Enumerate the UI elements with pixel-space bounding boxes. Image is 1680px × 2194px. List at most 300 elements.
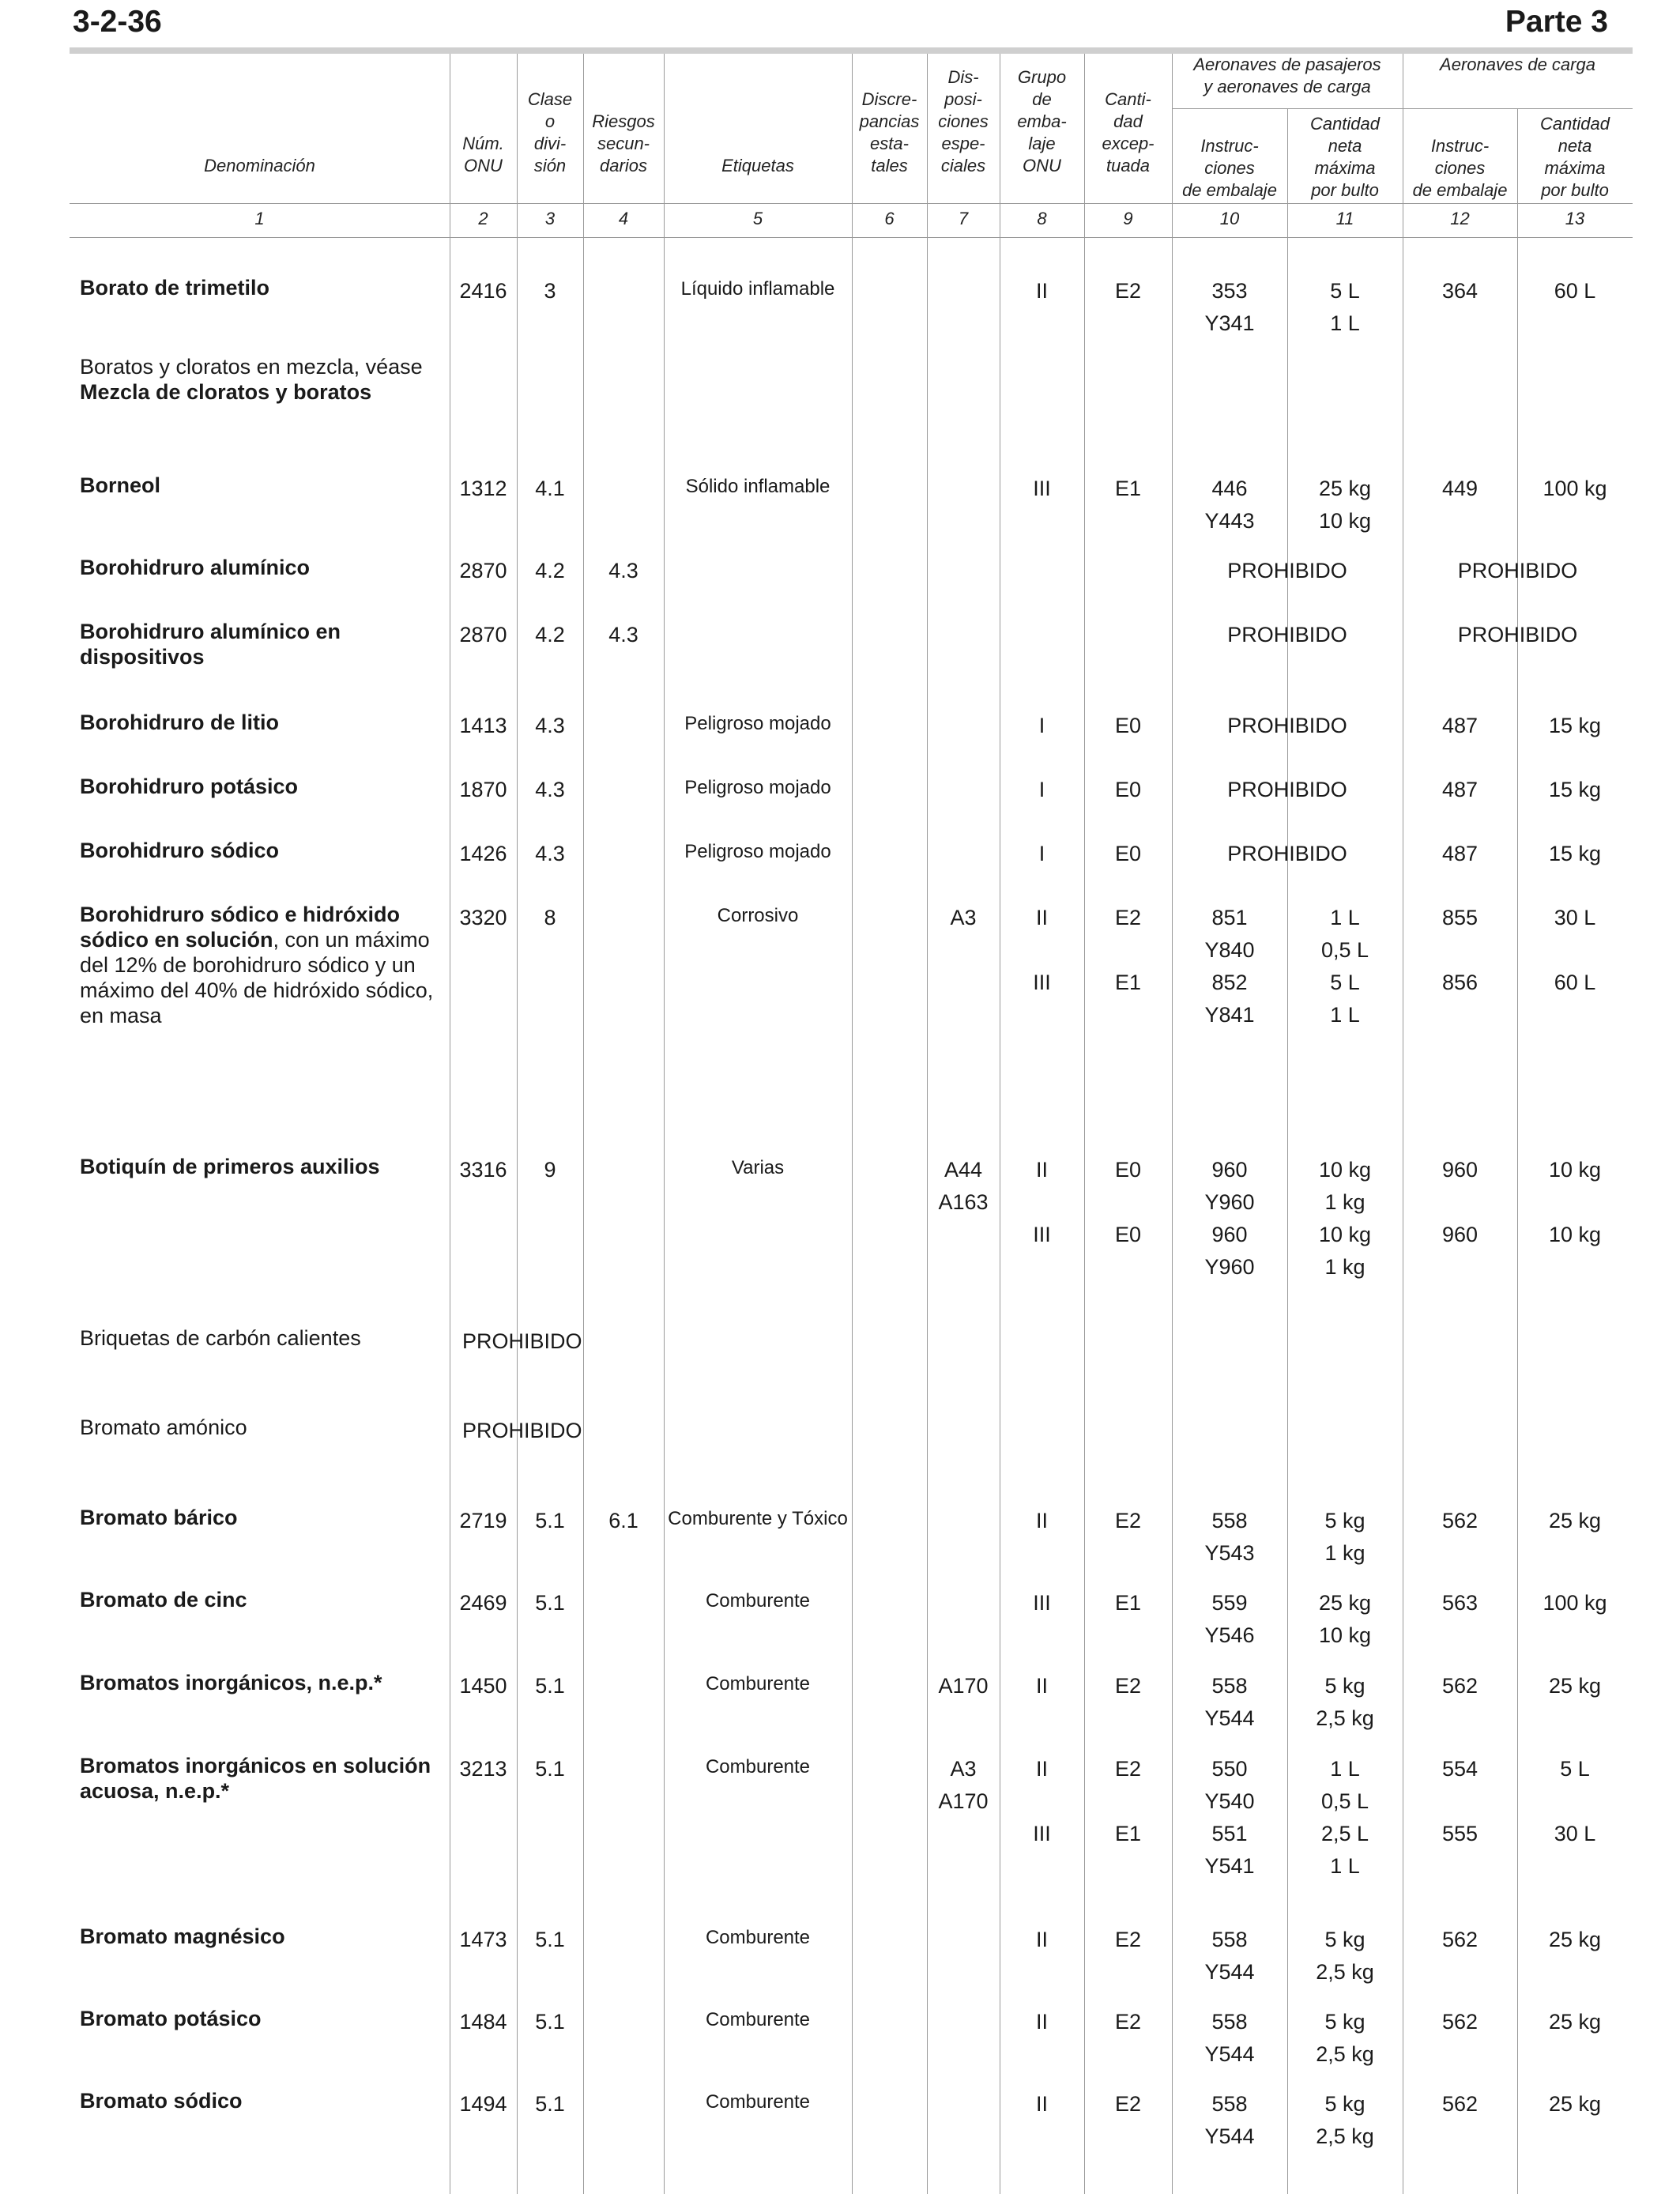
passenger-packing-instruction: 550	[1211, 1757, 1248, 1781]
column-divider	[583, 54, 584, 2194]
header-cantidad-pasajeros	[1287, 114, 1403, 202]
header-grupo-line: ONU	[1023, 156, 1061, 175]
aircraft-group-rule	[1172, 108, 1633, 109]
excepted-quantity: E2	[1114, 906, 1142, 929]
prohibited-text: PROHIBIDO	[462, 1329, 582, 1353]
class-division: 4.3	[535, 778, 565, 801]
hazard-label: Comburente	[705, 1590, 811, 1612]
packing-group: II	[1035, 906, 1048, 929]
packing-group: III	[1033, 1822, 1051, 1845]
passenger-max-net-quantity: 1 kg	[1324, 1255, 1365, 1279]
header-disposiciones-line: espe-	[941, 134, 985, 153]
header-instrucciones-pasajeros-line: Instruc-	[1200, 136, 1259, 156]
packing-group: II	[1035, 1757, 1048, 1781]
header-grupo-line: laje	[1028, 134, 1056, 153]
cargo-prohibited: PROHIBIDO	[1457, 559, 1578, 582]
passenger-max-net-quantity: 5 kg	[1324, 2010, 1365, 2034]
un-number: 2870	[459, 623, 507, 647]
substance-name	[80, 555, 443, 580]
passenger-prohibited: PROHIBIDO	[1227, 714, 1347, 737]
excepted-quantity: E2	[1114, 1757, 1142, 1781]
packing-group: III	[1033, 1591, 1051, 1615]
header-instrucciones-pasajeros-line: de embalaje	[1182, 180, 1277, 200]
passenger-packing-instruction: Y960	[1204, 1190, 1255, 1214]
header-cantidad-carga-line: por bulto	[1541, 180, 1609, 200]
cargo-max-net-quantity: 60 L	[1554, 971, 1596, 994]
passenger-packing-instruction: 446	[1211, 477, 1248, 500]
excepted-quantity: E1	[1114, 1822, 1142, 1845]
header-cantidad-pasajeros-line: por bulto	[1311, 180, 1379, 200]
packing-group: II	[1035, 1674, 1048, 1698]
substance-name	[80, 710, 443, 735]
passenger-packing-instruction: Y543	[1204, 1541, 1255, 1565]
header-rule	[70, 47, 1633, 54]
header-bottom-rule	[70, 203, 1633, 204]
passenger-packing-instruction: Y840	[1204, 938, 1255, 962]
substance-name-text: Bromato amónico	[80, 1416, 247, 1439]
un-number: 1473	[459, 1928, 507, 1951]
excepted-quantity: E2	[1114, 2010, 1142, 2034]
header-discrepancias	[852, 55, 927, 177]
column-number: 6	[884, 209, 895, 228]
header-num-onu-line: ONU	[464, 156, 503, 175]
column-divider	[517, 54, 518, 2194]
header-riesgos-line: darios	[600, 156, 647, 175]
substance-name-bold: Borohidruro alumínico	[80, 556, 311, 579]
header-group-carga-line: Aeronaves de carga	[1440, 55, 1595, 74]
class-division: 4.3	[535, 842, 565, 865]
cargo-max-net-quantity: 100 kg	[1543, 477, 1607, 500]
column-divider	[927, 54, 928, 2194]
excepted-quantity: E1	[1114, 477, 1142, 500]
passenger-packing-instruction: 558	[1211, 1674, 1248, 1698]
header-group-pasajeros	[1172, 54, 1403, 104]
passenger-packing-instruction: 558	[1211, 2010, 1248, 2034]
passenger-max-net-quantity: 2,5 L	[1320, 1822, 1369, 1845]
header-cantidad-carga-line: neta	[1558, 136, 1592, 156]
hazard-label: Líquido inflamable	[680, 278, 835, 300]
cargo-max-net-quantity: 30 L	[1554, 1822, 1596, 1845]
cargo-packing-instruction: 563	[1441, 1591, 1478, 1615]
passenger-max-net-quantity: 2,5 kg	[1316, 2042, 1374, 2066]
passenger-max-net-quantity: 10 kg	[1318, 1223, 1372, 1246]
un-number: 2469	[459, 1591, 507, 1615]
excepted-quantity: E2	[1114, 1674, 1142, 1698]
passenger-packing-instruction: 558	[1211, 1509, 1248, 1532]
substance-name-bold: Borohidruro alumínico en dispositivos	[80, 620, 341, 669]
substance-name	[80, 902, 443, 1028]
passenger-max-net-quantity: 1 L	[1330, 311, 1360, 335]
passenger-packing-instruction: Y546	[1204, 1623, 1255, 1647]
header-riesgos-line: Riesgos	[592, 111, 655, 131]
passenger-packing-instruction: Y960	[1204, 1255, 1255, 1279]
header-disposiciones	[927, 55, 1000, 177]
passenger-max-net-quantity: 5 kg	[1324, 1928, 1365, 1951]
passenger-packing-instruction: 559	[1211, 1591, 1248, 1615]
cargo-packing-instruction: 364	[1441, 279, 1478, 303]
passenger-max-net-quantity: 25 kg	[1318, 477, 1372, 500]
class-division: 3	[544, 279, 556, 303]
header-cantidad-exceptuada	[1084, 55, 1172, 177]
hazard-label: Comburente	[705, 2091, 811, 2113]
excepted-quantity: E0	[1114, 842, 1142, 865]
class-division: 5.1	[535, 1928, 565, 1951]
excepted-quantity: E2	[1114, 279, 1142, 303]
header-grupo-line: emba-	[1017, 111, 1067, 131]
header-discrepancias-line: esta-	[870, 134, 909, 153]
class-division: 4.3	[535, 714, 565, 737]
header-disposiciones-line: Dis-	[947, 67, 979, 87]
substance-name-bold: Bromatos inorgánicos en solución acuosa, n.e.p.*	[80, 1754, 431, 1803]
header-instrucciones-pasajeros-line: ciones	[1204, 158, 1255, 178]
header-instrucciones-carga	[1403, 119, 1517, 202]
column-number: 9	[1123, 209, 1133, 228]
substance-name	[80, 275, 443, 300]
hazard-label: Sólido inflamable	[685, 476, 831, 497]
hazard-label: Comburente	[705, 1756, 811, 1777]
cargo-packing-instruction: 487	[1441, 778, 1478, 801]
hazard-label: Comburente	[705, 1673, 811, 1695]
cargo-max-net-quantity: 25 kg	[1548, 2010, 1602, 2034]
excepted-quantity: E1	[1114, 971, 1142, 994]
cargo-packing-instruction: 960	[1441, 1158, 1478, 1182]
cargo-packing-instruction: 562	[1441, 2092, 1478, 2116]
column-divider	[664, 54, 665, 2194]
passenger-max-net-quantity: 5 L	[1330, 279, 1360, 303]
substance-name	[80, 1753, 443, 1804]
header-grupo-line: de	[1032, 89, 1052, 109]
special-provision: A3	[950, 906, 977, 929]
packing-group: II	[1035, 1509, 1048, 1532]
cargo-max-net-quantity: 15 kg	[1548, 778, 1602, 801]
cargo-packing-instruction: 562	[1441, 1674, 1478, 1698]
substance-name-bold: Borohidruro sódico	[80, 839, 279, 862]
header-etiquetas-line: Etiquetas	[721, 156, 794, 175]
class-division: 9	[544, 1158, 556, 1182]
substance-name-text: Briquetas de carbón calientes	[80, 1326, 361, 1350]
passenger-max-net-quantity: 0,5 L	[1320, 938, 1369, 962]
cargo-max-net-quantity: 5 L	[1560, 1757, 1590, 1781]
un-number: 3316	[459, 1158, 507, 1182]
passenger-max-net-quantity: 5 L	[1330, 971, 1360, 994]
un-number: 1413	[459, 714, 507, 737]
page-number: 3-2-36	[73, 5, 162, 39]
header-clase-line: divi-	[533, 134, 567, 153]
packing-group: II	[1035, 2010, 1048, 2034]
header-num-onu-line: Núm.	[462, 134, 504, 153]
cargo-packing-instruction: 487	[1441, 842, 1478, 865]
header-cantidad-exceptuada-line: Canti-	[1105, 89, 1151, 109]
cargo-max-net-quantity: 25 kg	[1548, 1509, 1602, 1532]
un-number: 1494	[459, 2092, 507, 2116]
cargo-max-net-quantity: 25 kg	[1548, 1928, 1602, 1951]
passenger-packing-instruction: Y544	[1204, 2124, 1255, 2148]
substance-name-bold: Borato de trimetilo	[80, 276, 270, 300]
substance-name-bold: Bromato sódico	[80, 2089, 243, 2113]
passenger-packing-instruction: 852	[1211, 971, 1248, 994]
subsidiary-risk: 6.1	[608, 1509, 638, 1532]
passenger-packing-instruction: Y443	[1204, 509, 1255, 533]
substance-name	[80, 1505, 443, 1530]
substance-name-bold: Borohidruro potásico	[80, 775, 298, 798]
cargo-packing-instruction: 562	[1441, 1928, 1478, 1951]
header-group-carga	[1403, 54, 1633, 104]
column-number: 8	[1037, 209, 1047, 228]
passenger-max-net-quantity: 5 kg	[1324, 1509, 1365, 1532]
substance-name-bold: Bromato potásico	[80, 2007, 262, 2030]
passenger-max-net-quantity: 1 L	[1330, 906, 1360, 929]
substance-name-bold: Bromatos inorgánicos, n.e.p.*	[80, 1671, 382, 1695]
column-divider	[1517, 108, 1518, 2194]
passenger-max-net-quantity: 1 kg	[1324, 1190, 1365, 1214]
cargo-max-net-quantity: 60 L	[1554, 279, 1596, 303]
passenger-max-net-quantity: 2,5 kg	[1316, 2124, 1374, 2148]
excepted-quantity: E1	[1114, 1591, 1142, 1615]
passenger-packing-instruction: 558	[1211, 2092, 1248, 2116]
substance-name-bold: Bromato de cinc	[80, 1588, 247, 1612]
un-number: 3320	[459, 906, 507, 929]
packing-group: III	[1033, 1223, 1051, 1246]
special-provision: A44	[944, 1158, 983, 1182]
passenger-packing-instruction: Y544	[1204, 1960, 1255, 1984]
substance-name	[80, 354, 443, 405]
class-division: 4.2	[535, 623, 565, 647]
passenger-max-net-quantity: 1 kg	[1324, 1541, 1365, 1565]
passenger-max-net-quantity: 10 kg	[1318, 1158, 1372, 1182]
passenger-max-net-quantity: 5 kg	[1324, 1674, 1365, 1698]
column-number: 11	[1335, 209, 1354, 228]
passenger-max-net-quantity: 0,5 L	[1320, 1789, 1369, 1813]
substance-name	[80, 473, 443, 498]
passenger-max-net-quantity: 5 kg	[1324, 2092, 1365, 2116]
header-group-pasajeros-line: y aeronaves de carga	[1203, 77, 1371, 96]
substance-name-bold: Borohidruro de litio	[80, 711, 279, 734]
passenger-max-net-quantity: 2,5 kg	[1316, 1960, 1374, 1984]
class-division: 8	[544, 906, 556, 929]
hazard-label: Corrosivo	[717, 905, 799, 926]
un-number: 1870	[459, 778, 507, 801]
column-number: 1	[254, 209, 265, 228]
header-discrepancias-line: pancias	[859, 111, 920, 131]
cargo-max-net-quantity: 10 kg	[1548, 1158, 1602, 1182]
packing-group: III	[1033, 477, 1051, 500]
cargo-max-net-quantity: 25 kg	[1548, 2092, 1602, 2116]
passenger-max-net-quantity: 10 kg	[1318, 1623, 1372, 1647]
substance-name-description: , con un máximo del 12% de borohidruro sódico y un máximo del 40% de hidróxido sódico, en masa	[80, 928, 434, 1027]
passenger-max-net-quantity: 1 L	[1330, 1854, 1360, 1878]
cargo-packing-instruction: 855	[1441, 906, 1478, 929]
cargo-packing-instruction: 449	[1441, 477, 1478, 500]
column-number: 12	[1450, 209, 1470, 228]
hazard-label: Comburente	[705, 2009, 811, 2030]
un-number: 2416	[459, 279, 507, 303]
substance-name	[80, 774, 443, 799]
header-denominacion-line: Denominación	[204, 156, 315, 175]
header-cantidad-carga	[1517, 114, 1633, 202]
substance-name	[80, 2006, 443, 2031]
substance-name-bold: Borneol	[80, 473, 161, 497]
header-grupo-line: Grupo	[1017, 67, 1067, 87]
packing-group: I	[1038, 714, 1045, 737]
hazard-label: Comburente y Tóxico	[668, 1508, 848, 1529]
packing-group: II	[1035, 1928, 1048, 1951]
class-division: 5.1	[535, 1757, 565, 1781]
header-instrucciones-carga-line: ciones	[1434, 158, 1486, 178]
cargo-max-net-quantity: 15 kg	[1548, 842, 1602, 865]
passenger-packing-instruction: Y341	[1204, 311, 1255, 335]
substance-name	[80, 1325, 443, 1351]
special-provision: A3	[950, 1757, 977, 1781]
substance-name-bold: Borohidruro sódico e hidróxido sódico en solución	[80, 903, 400, 952]
passenger-max-net-quantity: 10 kg	[1318, 509, 1372, 533]
column-divider	[852, 54, 853, 2194]
column-divider	[1084, 54, 1085, 2194]
header-clase-line: sión	[533, 156, 567, 175]
substance-name-bold: Botiquín de primeros auxilios	[80, 1155, 380, 1178]
substance-name	[80, 838, 443, 863]
class-division: 5.1	[535, 2010, 565, 2034]
column-number: 13	[1565, 209, 1585, 228]
part-title: Parte 3	[1505, 5, 1608, 39]
excepted-quantity: E0	[1114, 1223, 1142, 1246]
passenger-max-net-quantity: 2,5 kg	[1316, 1706, 1374, 1730]
un-number: 1450	[459, 1674, 507, 1698]
substance-name	[80, 2088, 443, 2113]
class-division: 4.1	[535, 477, 565, 500]
passenger-packing-instruction: 558	[1211, 1928, 1248, 1951]
cargo-packing-instruction: 555	[1441, 1822, 1478, 1845]
class-division: 4.2	[535, 559, 565, 582]
header-etiquetas	[664, 55, 852, 177]
un-number: 1484	[459, 2010, 507, 2034]
substance-name-bold: Bromato bárico	[80, 1506, 238, 1529]
excepted-quantity: E2	[1114, 1509, 1142, 1532]
header-discrepancias-line: Discre-	[861, 89, 917, 109]
excepted-quantity: E0	[1114, 1158, 1142, 1182]
header-group-pasajeros-line: Aeronaves de pasajeros	[1193, 55, 1381, 74]
packing-group: III	[1033, 971, 1051, 994]
header-instrucciones-carga-line: Instruc-	[1430, 136, 1490, 156]
passenger-packing-instruction: 353	[1211, 279, 1248, 303]
excepted-quantity: E0	[1114, 778, 1142, 801]
passenger-max-net-quantity: 1 L	[1330, 1003, 1360, 1027]
special-provision: A170	[938, 1674, 989, 1698]
excepted-quantity: E0	[1114, 714, 1142, 737]
header-instrucciones-pasajeros	[1172, 119, 1287, 202]
un-number: 1312	[459, 477, 507, 500]
header-cantidad-pasajeros-line: Cantidad	[1309, 114, 1381, 134]
packing-group: II	[1035, 279, 1048, 303]
cargo-packing-instruction: 487	[1441, 714, 1478, 737]
hazard-label: Varias	[731, 1157, 785, 1178]
passenger-packing-instruction: Y541	[1204, 1854, 1255, 1878]
subsidiary-risk: 4.3	[608, 559, 638, 582]
packing-group: I	[1038, 842, 1045, 865]
substance-name	[80, 619, 443, 669]
column-number: 4	[618, 209, 629, 228]
header-grupo	[1000, 55, 1084, 177]
header-riesgos-line: secun-	[597, 134, 650, 153]
header-disposiciones-line: ciales	[940, 156, 986, 175]
subsidiary-risk: 4.3	[608, 623, 638, 647]
header-clase-line: Clase	[527, 89, 573, 109]
header-cantidad-pasajeros-line: máxima	[1314, 158, 1376, 178]
passenger-prohibited: PROHIBIDO	[1227, 778, 1347, 801]
cargo-packing-instruction: 960	[1441, 1223, 1478, 1246]
header-cantidad-carga-line: Cantidad	[1539, 114, 1610, 134]
passenger-packing-instruction: 960	[1211, 1223, 1248, 1246]
substance-name	[80, 1924, 443, 1949]
column-number: 7	[958, 209, 969, 228]
un-number: 2719	[459, 1509, 507, 1532]
class-division: 5.1	[535, 1674, 565, 1698]
passenger-packing-instruction: 960	[1211, 1158, 1248, 1182]
hazard-label: Peligroso mojado	[684, 841, 831, 862]
substance-name	[80, 1587, 443, 1612]
class-division: 5.1	[535, 1591, 565, 1615]
header-cantidad-carga-line: máxima	[1544, 158, 1606, 178]
cargo-max-net-quantity: 10 kg	[1548, 1223, 1602, 1246]
cargo-packing-instruction: 562	[1441, 1509, 1478, 1532]
header-cantidad-exceptuada-line: tuada	[1106, 156, 1151, 175]
column-number: 3	[544, 209, 556, 228]
column-number: 2	[478, 209, 488, 228]
header-disposiciones-line: ciones	[938, 111, 989, 131]
header-riesgos	[583, 55, 664, 177]
un-number: 2870	[459, 559, 507, 582]
substance-name	[80, 1670, 443, 1695]
passenger-prohibited: PROHIBIDO	[1227, 842, 1347, 865]
passenger-packing-instruction: Y540	[1204, 1789, 1255, 1813]
column-number-rule	[70, 237, 1633, 238]
header-instrucciones-carga-line: de embalaje	[1412, 180, 1508, 200]
header-num-onu	[450, 55, 517, 177]
substance-reference-text: Boratos y cloratos en mezcla, véase	[80, 355, 423, 379]
cargo-max-net-quantity: 15 kg	[1548, 714, 1602, 737]
passenger-max-net-quantity: 25 kg	[1318, 1591, 1372, 1615]
packing-group: I	[1038, 778, 1045, 801]
hazard-label: Comburente	[705, 1927, 811, 1948]
passenger-packing-instruction: 551	[1211, 1822, 1248, 1845]
passenger-packing-instruction: 851	[1211, 906, 1248, 929]
cargo-max-net-quantity: 100 kg	[1543, 1591, 1607, 1615]
packing-group: II	[1035, 1158, 1048, 1182]
substance-name	[80, 1415, 443, 1440]
header-clase-line: o	[544, 111, 556, 131]
header-disposiciones-line: posi-	[944, 89, 982, 109]
packing-group: II	[1035, 2092, 1048, 2116]
excepted-quantity: E2	[1114, 1928, 1142, 1951]
cargo-max-net-quantity: 25 kg	[1548, 1674, 1602, 1698]
substance-name	[80, 1154, 443, 1179]
column-divider	[1287, 108, 1288, 2194]
cargo-packing-instruction: 562	[1441, 2010, 1478, 2034]
excepted-quantity: E2	[1114, 2092, 1142, 2116]
un-number: 1426	[459, 842, 507, 865]
special-provision: A170	[938, 1789, 989, 1813]
substance-reference-target: Mezcla de cloratos y boratos	[80, 380, 372, 404]
header-cantidad-exceptuada-line: excep-	[1102, 134, 1155, 153]
passenger-packing-instruction: Y544	[1204, 2042, 1255, 2066]
column-number: 5	[752, 209, 763, 228]
class-division: 5.1	[535, 1509, 565, 1532]
hazard-label: Peligroso mojado	[684, 713, 831, 734]
passenger-packing-instruction: Y544	[1204, 1706, 1255, 1730]
special-provision: A163	[938, 1190, 989, 1214]
passenger-prohibited: PROHIBIDO	[1227, 623, 1347, 647]
header-discrepancias-line: tales	[871, 156, 908, 175]
class-division: 5.1	[535, 2092, 565, 2116]
